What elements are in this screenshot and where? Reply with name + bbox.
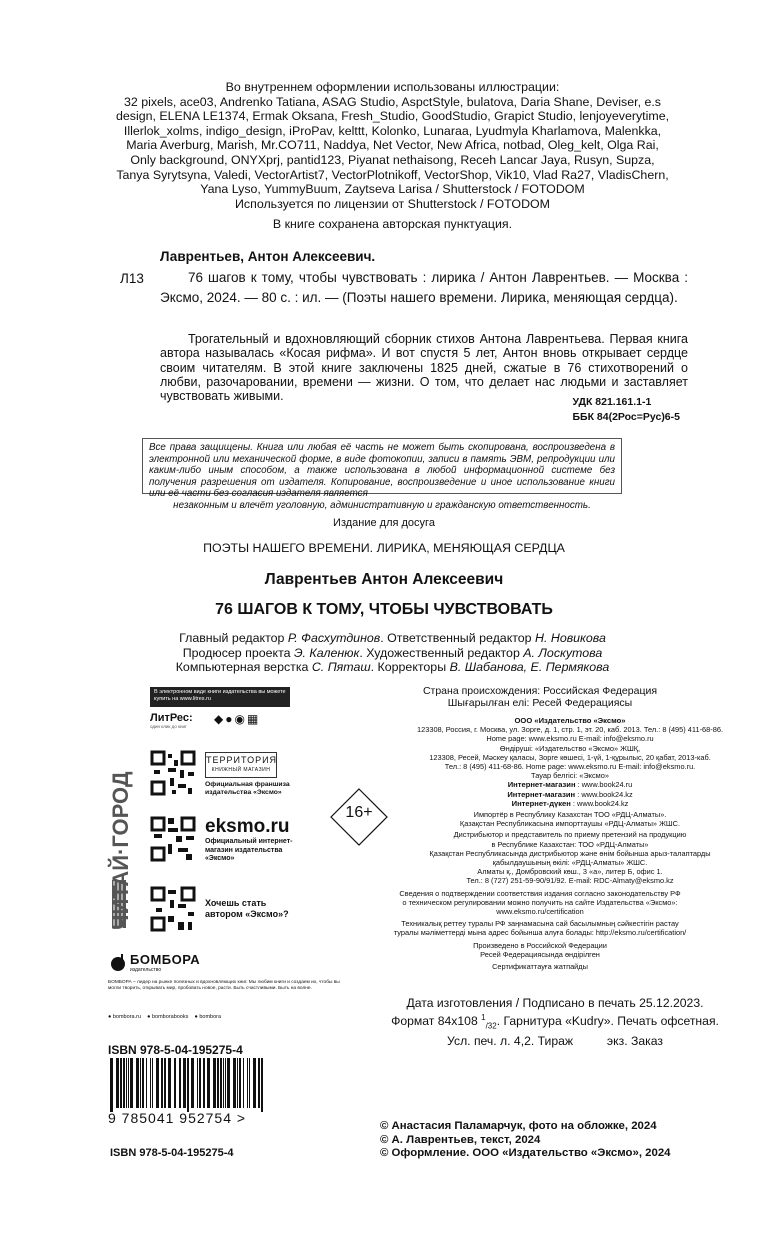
- barcode-bar: [146, 1058, 147, 1108]
- barcode-bar: [249, 1058, 250, 1108]
- barcode-bar: [183, 1058, 186, 1108]
- credits-line: Illerlok_xolms, indigo_design, iProPav, kelttt, Kolonko, Lunaraa, Lyudmyla Kharlamova, Malenkka,: [123, 123, 662, 138]
- barcode-bar: [223, 1058, 224, 1108]
- barcode-bar: [233, 1058, 236, 1108]
- social-icon: ●: [147, 1014, 151, 1020]
- book-title: 76 ШАГОВ К ТОМУ, ЧТОБЫ ЧУВСТВОВАТЬ: [215, 601, 553, 618]
- barcode-bar: [253, 1058, 256, 1108]
- eksmo-shop-note: Официальный интернет-магазин издательства «Эксмо»: [205, 838, 293, 862]
- editorial-staff: [105, 631, 680, 675]
- barcode-bar: [123, 1058, 125, 1108]
- barcode-bar: [261, 1058, 263, 1112]
- copyright-line: © Оформление. ООО «Издательство «Эксмо», 2024: [380, 1147, 671, 1159]
- store-icons: ◆●◉▦: [214, 712, 261, 726]
- credits-line: Only background, ONYXprj, pantid123, Piyanat nethaisong, Receh Lancar Jaya, Rusyn, Supza,: [130, 152, 655, 167]
- barcode-bar: [136, 1058, 139, 1108]
- biblio-rest: Москва : Эксмо, 2024. — 80 с. : ил. — (Поэты нашего времени. Лирика, меняющая сердца).: [160, 270, 688, 305]
- annotation: [160, 332, 688, 403]
- chitai-gorod-logo: [90, 690, 150, 950]
- eksmo-logo: eksmo.ru: [205, 816, 290, 837]
- barcode-bar: [140, 1058, 141, 1108]
- barcode-bar: [227, 1058, 230, 1108]
- copyright-line: © А. Лаврентьев, текст, 2024: [380, 1133, 541, 1146]
- barcode-bar: [150, 1058, 151, 1108]
- bombora-description: БОМБОРА – лидер на рынке полезных и вдохновляющих книг. Мы любим книги и создаем их, чтобы вы могли творить, открывать мир, пробовать новое, расти. Быть счастливыми. Быть на волне.: [108, 980, 340, 991]
- barcode-bar: [126, 1058, 127, 1108]
- barcode-bar: [220, 1058, 222, 1108]
- publisher-info: ООО «Издательство «Эксмо» 123308, Россия, г. Москва, ул. Зорге, д. 1, стр. 1, эт. 20, каб. 2013. Тел.: 8 (495) 411-68-86. Home page: www.eksmo.ru E-mail: info@eksmo.ru Өндіруші: «Издательство «Эксмо» ЖШҚ, 123308, Ресей, Мәскеу қаласы, Зорге көшесі, 1-үй, 1-құрылыс, 20 қабат, 2013-каб. Тел.: 8 (495) 411-68-86. Home page: www.eksmo.ru E-mail: info@eksmo.ru. Тауар белгісі: «Эксмо» Интернет-магазин : www.book24.ru Интернет-магазин : www.book24.kz Интернет-дүкен : www.book24.kz Импортёр в Республику Казахстан ТОО «РДЦ-Алматы». Қазақстан Республикасына импорттаушы «РДЦ-Алматы» ЖШС. Дистрибьютор и представитель по приему претензий на продукцию в Республике Казахстан: ТОО «РДЦ-Алматы» Қазақстан Республикасында дистрибьютор және өнім бойынша арыз-талаптарды қабылдаушының өкілі: «РДЦ-Алматы» ЖШС. Алматы қ., Домбровский көш., 3 «а», литер Б, офис 1. Тел.: 8 (727) 251-59-90/91/92. E-mail: RDC-Almaty@eksmo.kz Сведения о подтверждении соответствия издания согласно законодательству РФ о техническом регулировании можно получить на сайте Издательства «Эксмо»: www.eksmo.ru/certification Техникалық реттеу туралы РФ заңнамасына сай басылымның сәйкестігін растау туралы мәліметтерді мына адрес бойынша алуға болады: http://eksmo.ru/certification/ Произведено в Российской Федерации Ресей Федерациясында өндірілген Сертификаттауға жатпайды: [393, 716, 723, 972]
- barcode-bar: [213, 1058, 216, 1108]
- bibliographic-description: [160, 268, 688, 307]
- bombora-socials: ● bombora.ru ● bomborabooks ● bombora: [108, 1014, 222, 1020]
- rights-notice-box: [142, 438, 622, 511]
- catalog-author: Лаврентьев, Антон Алексеевич.: [160, 249, 376, 264]
- credits-line: Yana Lyso, YummyBuum, Zaytseva Larisa / Shutterstock / FOTODOM: [200, 182, 585, 197]
- territory-logo: ТЕРРИТОРИЯ КНИЖНЫЙ МАГАЗИН: [205, 752, 277, 778]
- rights-text-last: незаконным и влечёт уголовную, административную и гражданскую ответственность.: [173, 499, 591, 511]
- become-author-note: Хочешь стать автором «Эксмо»?: [205, 898, 289, 919]
- print-details: [345, 996, 765, 1048]
- staff-line: Продюсер проекта Э. Каленюк. Художественный редактор А. Лоскутова: [182, 645, 603, 660]
- bbk-code: ББК 84(2Рос=Рус)6-5: [572, 411, 680, 423]
- barcode-bar: [174, 1058, 176, 1108]
- qr-code-icon: [150, 750, 196, 796]
- barcode-bar: [217, 1058, 219, 1108]
- barcode-bar: [120, 1058, 122, 1108]
- print-line: Формат 84x108 $^1_{/32}$. Гарнитура «Kudry». Печать офсетная.: [391, 1012, 719, 1030]
- origin-line: Страна происхождения: Российская Федерация: [422, 685, 658, 697]
- qr-code-icon: [150, 885, 196, 933]
- udk-code: УДК 821.161.1-1: [572, 396, 652, 408]
- series-title: ПОЭТЫ НАШЕГО ВРЕМЕНИ. ЛИРИКА, МЕНЯЮЩАЯ СЕРДЦА: [203, 541, 565, 555]
- barcode-bar: [156, 1058, 159, 1108]
- barcode-bar: [237, 1058, 238, 1108]
- print-line: Дата изготовления / Подписано в печать 25.12.2023.: [406, 996, 704, 1010]
- credits-line: Используется по лицензии от Shutterstock / FOTODOM: [235, 196, 550, 211]
- rights-text: Все права защищены. Книга или любая её часть не может быть скопирована, воспроизведена в электронной или механической форме, в виде фотокопии, записи в память ЭВМ, репродукции или каким-либо иным способом, а также использована в любой информационной системе без получения разрешения от издателя. Копирование, воспроизведение и иное использование книги или её части без согласия издателя является: [149, 442, 615, 500]
- barcode-bar: [110, 1058, 113, 1112]
- biblio-line: 76 шагов к тому, чтобы чувствовать : лирика / Антон Лаврентьев. —: [188, 270, 629, 285]
- credits-line: 32 pixels, ace03, Andrenko Tatiana, ASAG Studio, AspctStyle, bulatova, Daria Shane, Deviser, e.s: [123, 94, 662, 109]
- barcode-bar: [164, 1058, 166, 1108]
- barcode-bar: [203, 1058, 205, 1108]
- barcode-bar: [258, 1058, 260, 1108]
- credits-line: Maria Averburg, Marish, Mr.CO711, Naddya, Net Vector, New Africa, notbad, Oleg_kelt, Olga Rai,: [126, 138, 659, 153]
- social-icon: ●: [108, 1014, 112, 1020]
- origin-line: Шығарылған елі: Ресей Федерациясы: [447, 697, 633, 709]
- illustration-credits: [105, 80, 680, 211]
- bombora-logo: БОМБОРА издательство: [130, 952, 201, 973]
- barcode-bar: [116, 1058, 119, 1108]
- age-rating: 16+: [345, 804, 373, 821]
- barcode-bar: [179, 1058, 181, 1108]
- barcode-bar: [199, 1058, 201, 1108]
- barcode-bar: [197, 1058, 198, 1108]
- isbn-top: ISBN 978-5-04-195275-4: [108, 1043, 243, 1057]
- copyright-line: © Анастасия Паламарчук, фото на обложке, 2024: [380, 1120, 657, 1132]
- barcode-bar: [142, 1058, 144, 1108]
- barcode-bar: [128, 1058, 129, 1108]
- punctuation-note: В книге сохранена авторская пунктуация.: [272, 217, 513, 231]
- barcode-bar: [187, 1058, 189, 1112]
- litres-logo: ЛитРес: один клик до книг: [150, 712, 193, 729]
- barcode-bar: [191, 1058, 194, 1108]
- print-line: Усл. печ. л. 4,2. Тираж экз. Заказ: [447, 1033, 663, 1048]
- staff-line: Компьютерная верстка С. Пяташ. Корректоры В. Шабанова, Е. Пермякова: [175, 660, 610, 675]
- chitai-gorod-text: ЧИТАЙ·ГОРОД: [108, 771, 133, 930]
- ebook-notice: В электронном виде книги издательства вы можете купить на www.litres.ru: [150, 687, 290, 707]
- catalog-code: Л13: [120, 271, 144, 286]
- barcode-number: 9 785041 952754 >: [108, 1110, 247, 1126]
- barcode-bar: [207, 1058, 210, 1108]
- annotation-text: Трогательный и вдохновляющий сборник стихов Антона Лаврентьева. Первая книга автора называлась «Косая рифма». И вот спустя 5 лет, Антон вновь открывает сердце своим читателям. В этой книге заключены 1825 дней, сжатые в 76 стихотворений о любви, разочаровании, времени — жизни. О том, что делает нас людьми и заставляет чувствовать живыми.: [160, 332, 688, 404]
- barcode: [108, 1058, 268, 1112]
- social-icon: ●: [194, 1014, 198, 1020]
- barcode-bar: [243, 1058, 244, 1108]
- barcode-bar: [161, 1058, 163, 1108]
- barcode-bar: [239, 1058, 241, 1108]
- isbn-bottom: ISBN 978-5-04-195275-4: [110, 1147, 234, 1159]
- country-of-origin: [330, 685, 750, 709]
- credits-line: design, ELENA LE1374, Ermak Oksana, Fresh_Studio, GoodStudio, Grapict Studio, lenjoyeverytime,: [115, 109, 670, 124]
- barcode-bar: [130, 1058, 133, 1108]
- copyright-block: [380, 1120, 671, 1161]
- barcode-bar: [168, 1058, 171, 1108]
- author-name: Лаврентьев Антон Алексеевич: [264, 571, 504, 588]
- barcode-bar: [247, 1058, 248, 1108]
- staff-line: Главный редактор Р. Фасхутдинов. Ответственный редактор Н. Новикова: [179, 631, 606, 645]
- credits-line: Tanya Syrytsyna, Valedi, VectorArtist7, VectorPlotnikoff, VectorShop, Vik10, Vlad Ra27, VladisChern,: [116, 167, 669, 182]
- franchise-note: Официальная франшиза издательства «Эксмо»: [205, 781, 290, 796]
- barcode-bar: [225, 1058, 226, 1108]
- qr-code-icon: [150, 815, 196, 863]
- classification: [572, 395, 680, 425]
- leisure-label: Издание для досуга: [333, 517, 435, 529]
- credits-line: Во внутреннем оформлении использованы иллюстрации:: [225, 80, 560, 94]
- bombora-logo-icon: [108, 952, 128, 972]
- barcode-bar: [152, 1058, 153, 1108]
